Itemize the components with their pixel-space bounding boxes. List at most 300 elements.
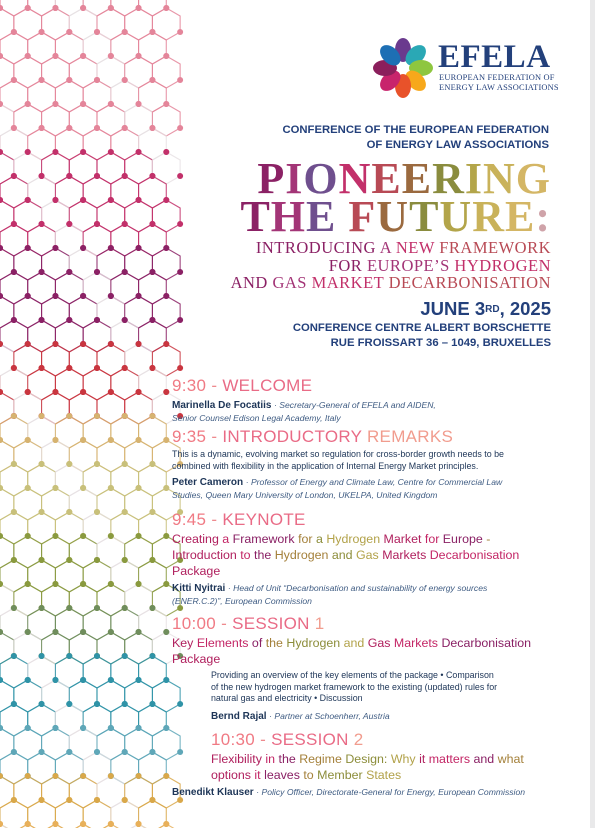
hexagon-cell bbox=[55, 272, 83, 304]
hexagon-cell bbox=[125, 536, 153, 568]
hexagon-cell bbox=[0, 776, 14, 808]
hexagon-cell bbox=[55, 32, 83, 64]
hexagon-node bbox=[108, 389, 114, 395]
hexagon-cell bbox=[42, 632, 70, 664]
hexagon-cell bbox=[0, 488, 14, 520]
hexagon-node bbox=[163, 245, 169, 251]
hexagon-cell bbox=[42, 680, 70, 712]
hexagon-cell bbox=[83, 272, 111, 304]
hexagon-cell bbox=[111, 800, 139, 828]
hexagon-node bbox=[66, 221, 72, 227]
hexagon-node bbox=[52, 245, 58, 251]
keynote-speaker: Kitti Nyitrai · Head of Unit “Decarbonisation and sustainability of energy sources (ENER.C.2)”, European Commission bbox=[172, 583, 488, 606]
hexagon-cell bbox=[14, 296, 42, 328]
hexagon-node bbox=[136, 437, 142, 443]
hexagon-node bbox=[39, 749, 45, 755]
hexagon-cell bbox=[125, 632, 153, 664]
hexagon-node bbox=[39, 77, 45, 83]
hexagon-cell bbox=[83, 752, 111, 784]
hexagon-cell bbox=[97, 392, 125, 424]
session1-speaker: Bernd Rajal · Partner at Schoenherr, Austria bbox=[211, 711, 390, 722]
hexagon-node bbox=[11, 509, 17, 515]
session2-speaker: Benedikt Klauser · Policy Officer, Directorate-General for Energy, European Commission bbox=[172, 787, 525, 798]
hexagon-node bbox=[163, 197, 169, 203]
hexagon-node bbox=[66, 365, 72, 371]
hexagon-node bbox=[163, 101, 169, 107]
hexagon-cell bbox=[111, 368, 139, 400]
hexagon-node bbox=[11, 413, 17, 419]
hexagon-cell bbox=[97, 776, 125, 808]
hexagon-cell bbox=[0, 80, 28, 112]
hexagon-node bbox=[39, 557, 45, 563]
hexagon-cell bbox=[111, 704, 139, 736]
hexagon-cell bbox=[97, 104, 125, 136]
hexagon-node bbox=[80, 149, 86, 155]
hexagon-node bbox=[25, 773, 31, 779]
hexagon-node bbox=[39, 701, 45, 707]
hexagon-node bbox=[163, 773, 169, 779]
hexagon-node bbox=[11, 317, 17, 323]
hexagon-node bbox=[108, 581, 114, 587]
hexagon-node bbox=[122, 509, 128, 515]
hexagon-node bbox=[11, 269, 17, 275]
hexagon-node bbox=[122, 797, 128, 803]
hexagon-node bbox=[177, 173, 183, 179]
hexagon-node bbox=[80, 53, 86, 59]
hexagon-node bbox=[122, 125, 128, 131]
hexagon-node bbox=[25, 101, 31, 107]
hexagon-cell bbox=[83, 320, 111, 352]
hexagon-node bbox=[149, 77, 155, 83]
hexagon-node bbox=[177, 701, 183, 707]
hexagon-node bbox=[94, 125, 100, 131]
hexagon-node bbox=[80, 437, 86, 443]
hexagon-node bbox=[80, 389, 86, 395]
hexagon-cell bbox=[139, 224, 167, 256]
hexagon-node bbox=[136, 245, 142, 251]
hexagon-cell bbox=[69, 152, 97, 184]
title-line-1: PIONEERING bbox=[257, 154, 551, 203]
hexagon-node bbox=[177, 269, 183, 275]
hexagon-cell bbox=[83, 368, 111, 400]
hexagon-cell bbox=[14, 392, 42, 424]
hexagon-node bbox=[136, 533, 142, 539]
hexagon-node bbox=[52, 101, 58, 107]
hexagon-node bbox=[66, 653, 72, 659]
hexagon-node bbox=[11, 557, 17, 563]
hexagon-node bbox=[149, 317, 155, 323]
hexagon-node bbox=[108, 485, 114, 491]
hexagon-node bbox=[136, 581, 142, 587]
hexagon-node bbox=[163, 389, 169, 395]
hexagon-cell bbox=[125, 104, 153, 136]
hexagon-node bbox=[122, 749, 128, 755]
hexagon-node bbox=[149, 221, 155, 227]
hexagon-cell bbox=[55, 320, 83, 352]
hexagon-cell bbox=[83, 608, 111, 640]
hexagon-cell bbox=[83, 512, 111, 544]
hexagon-node bbox=[94, 77, 100, 83]
subtitle-line-3: AND GAS MARKET DECARBONISATION bbox=[230, 273, 551, 292]
hexagon-node bbox=[163, 341, 169, 347]
hexagon-cell bbox=[0, 0, 28, 16]
hexagon-cell bbox=[111, 224, 139, 256]
hexagon-node bbox=[80, 293, 86, 299]
hexagon-cell bbox=[139, 272, 167, 304]
hexagon-cell bbox=[139, 800, 167, 828]
hexagon-node bbox=[25, 341, 31, 347]
hexagon-cell bbox=[125, 200, 153, 232]
hexagon-cell bbox=[139, 608, 167, 640]
hexagon-node bbox=[80, 533, 86, 539]
hexagon-cell bbox=[152, 248, 180, 280]
hexagon-node bbox=[149, 173, 155, 179]
hexagon-cell bbox=[97, 8, 125, 40]
hexagon-cell bbox=[69, 776, 97, 808]
hexagon-node bbox=[136, 5, 142, 11]
hexagon-cell bbox=[14, 680, 42, 712]
hexagon-node bbox=[163, 149, 169, 155]
hexagon-node bbox=[108, 197, 114, 203]
hexagon-node bbox=[80, 821, 86, 827]
hexagon-cell bbox=[139, 80, 167, 112]
hexagon-node bbox=[39, 797, 45, 803]
hexagon-cell bbox=[111, 80, 139, 112]
hexagon-cell bbox=[83, 656, 111, 688]
hexagon-cell bbox=[42, 248, 70, 280]
hexagon-node bbox=[25, 293, 31, 299]
hexagon-cell bbox=[125, 440, 153, 472]
hexagon-cell bbox=[0, 632, 14, 664]
hexagon-node bbox=[136, 197, 142, 203]
hexagon-node bbox=[136, 341, 142, 347]
hexagon-node bbox=[80, 581, 86, 587]
hexagon-cell bbox=[125, 296, 153, 328]
hexagon-cell bbox=[14, 728, 42, 760]
hexagon-cell bbox=[42, 200, 70, 232]
hexagon-node bbox=[149, 749, 155, 755]
hexagon-node bbox=[80, 677, 86, 683]
hexagon-cell bbox=[28, 0, 56, 16]
session1-talk-line-1: Key Elements of the Hydrogen and Gas Markets Decarbonisation bbox=[172, 636, 531, 650]
hexagon-cell bbox=[69, 440, 97, 472]
hexagon-node bbox=[52, 581, 58, 587]
hexagon-node bbox=[11, 653, 17, 659]
hexagon-node bbox=[39, 461, 45, 467]
hexagon-node bbox=[66, 605, 72, 611]
hexagon-node bbox=[94, 605, 100, 611]
hexagon-cell bbox=[0, 752, 28, 784]
hexagon-cell bbox=[14, 776, 42, 808]
hexagon-cell bbox=[28, 800, 56, 828]
hexagon-node bbox=[177, 317, 183, 323]
logo-name: EFELA bbox=[438, 39, 551, 75]
hexagon-node bbox=[52, 677, 58, 683]
hexagon-cell bbox=[55, 560, 83, 592]
hexagon-node bbox=[52, 341, 58, 347]
hexagon-node bbox=[25, 389, 31, 395]
hexagon-node bbox=[25, 533, 31, 539]
hexagon-cell bbox=[97, 728, 125, 760]
hexagon-cell bbox=[28, 368, 56, 400]
hexagon-node bbox=[149, 125, 155, 131]
hexagon-cell bbox=[0, 704, 28, 736]
hexagon-node bbox=[66, 461, 72, 467]
welcome-heading: 9:30 - WELCOME bbox=[172, 376, 313, 395]
hexagon-node bbox=[25, 485, 31, 491]
subtitle-line-1: INTRODUCING A NEW FRAMEWORK bbox=[255, 238, 551, 257]
hexagon-node bbox=[80, 341, 86, 347]
hexagon-network-decoration bbox=[0, 0, 200, 828]
hexagon-cell bbox=[55, 128, 83, 160]
hexagon-cell bbox=[69, 488, 97, 520]
hexagon-node bbox=[108, 533, 114, 539]
hexagon-cell bbox=[152, 680, 180, 712]
hexagon-node bbox=[11, 749, 17, 755]
event-venue: CONFERENCE CENTRE ALBERT BORSCHETTE RUE FROISSART 36 – 1049, BRUXELLES bbox=[292, 322, 551, 349]
hexagon-node bbox=[52, 197, 58, 203]
hexagon-node bbox=[122, 653, 128, 659]
hexagon-cell bbox=[125, 248, 153, 280]
hexagon-node bbox=[136, 773, 142, 779]
hexagon-node bbox=[108, 5, 114, 11]
hexagon-cell bbox=[139, 560, 167, 592]
hexagon-node bbox=[122, 461, 128, 467]
hexagon-cell bbox=[83, 560, 111, 592]
hexagon-cell bbox=[139, 32, 167, 64]
page-subtitle bbox=[231, 239, 551, 292]
hexagon-cell bbox=[139, 368, 167, 400]
hexagon-cell bbox=[97, 152, 125, 184]
page-edge bbox=[590, 0, 595, 828]
hexagon-cell bbox=[55, 800, 83, 828]
intro-speaker: Peter Cameron · Professor of Energy and Climate Law, Centre for Commercial Law Studies, Queen Mary University of London, UKELPA, United Kingdom bbox=[172, 477, 503, 500]
hexagon-node bbox=[39, 653, 45, 659]
hexagon-cell bbox=[0, 584, 14, 616]
hexagon-cell bbox=[97, 344, 125, 376]
hexagon-cell bbox=[97, 200, 125, 232]
hexagon-node bbox=[108, 629, 114, 635]
hexagon-cell bbox=[28, 416, 56, 448]
hexagon-node bbox=[177, 221, 183, 227]
hexagon-node bbox=[11, 221, 17, 227]
hexagon-cell bbox=[139, 464, 167, 496]
hexagon-cell bbox=[152, 56, 180, 88]
hexagon-node bbox=[52, 149, 58, 155]
hexagon-node bbox=[39, 413, 45, 419]
hexagon-node bbox=[25, 725, 31, 731]
hexagon-node bbox=[163, 629, 169, 635]
hexagon-node bbox=[163, 5, 169, 11]
hexagon-cell bbox=[111, 176, 139, 208]
hexagon-node bbox=[94, 317, 100, 323]
hexagon-cell bbox=[0, 296, 14, 328]
hexagon-cell bbox=[83, 80, 111, 112]
hexagon-cell bbox=[69, 248, 97, 280]
hexagon-cell bbox=[0, 128, 28, 160]
hexagon-node bbox=[108, 341, 114, 347]
hexagon-cell bbox=[139, 0, 167, 16]
hexagon-node bbox=[122, 269, 128, 275]
hexagon-cell bbox=[14, 344, 42, 376]
hexagon-node bbox=[163, 821, 169, 827]
hexagon-node bbox=[66, 77, 72, 83]
hexagon-cell bbox=[152, 344, 180, 376]
hexagon-node bbox=[94, 29, 100, 35]
hexagon-cell bbox=[111, 32, 139, 64]
hexagon-cell bbox=[125, 344, 153, 376]
hexagon-node bbox=[25, 53, 31, 59]
hexagon-cell bbox=[139, 416, 167, 448]
hexagon-node bbox=[94, 461, 100, 467]
hexagon-node bbox=[25, 197, 31, 203]
keynote-talk-line-3: Package bbox=[172, 564, 221, 578]
hexagon-node bbox=[149, 413, 155, 419]
hexagon-node bbox=[177, 365, 183, 371]
hexagon-node bbox=[52, 5, 58, 11]
hexagon-cell bbox=[111, 320, 139, 352]
hexagon-node bbox=[66, 29, 72, 35]
hexagon-cell bbox=[125, 152, 153, 184]
hexagon-cell bbox=[14, 152, 42, 184]
hexagon-cell bbox=[0, 56, 14, 88]
hexagon-cell bbox=[69, 104, 97, 136]
hexagon-cell bbox=[0, 368, 28, 400]
hexagon-node bbox=[52, 629, 58, 635]
hexagon-cell bbox=[42, 728, 70, 760]
welcome-speaker: Marinella De Focatiis · Secretary-General of EFELA and AIDEN, Senior Counsel Edison Legal Academy, Italy bbox=[172, 400, 436, 423]
hexagon-cell bbox=[69, 392, 97, 424]
hexagon-node bbox=[122, 557, 128, 563]
hexagon-cell bbox=[97, 680, 125, 712]
hexagon-node bbox=[39, 173, 45, 179]
hexagon-node bbox=[163, 677, 169, 683]
hexagon-cell bbox=[28, 80, 56, 112]
hexagon-node bbox=[149, 605, 155, 611]
hexagon-node bbox=[149, 797, 155, 803]
hexagon-node bbox=[136, 821, 142, 827]
hexagon-cell bbox=[125, 776, 153, 808]
hexagon-cell bbox=[0, 680, 14, 712]
session1-talk-line-2: Package bbox=[172, 652, 221, 666]
hexagon-node bbox=[66, 269, 72, 275]
hexagon-node bbox=[39, 29, 45, 35]
hexagon-cell bbox=[125, 56, 153, 88]
hexagon-cell bbox=[0, 152, 14, 184]
hexagon-cell bbox=[97, 632, 125, 664]
hexagon-cell bbox=[111, 128, 139, 160]
hexagon-node bbox=[11, 701, 17, 707]
hexagon-cell bbox=[42, 8, 70, 40]
hexagon-node bbox=[163, 293, 169, 299]
hexagon-node bbox=[163, 485, 169, 491]
session2-heading: 10:30 - SESSION 2 bbox=[211, 730, 364, 749]
hexagon-cell bbox=[0, 728, 14, 760]
hexagon-node bbox=[108, 773, 114, 779]
hexagon-cell bbox=[28, 512, 56, 544]
hexagon-cell bbox=[0, 8, 14, 40]
hexagon-cell bbox=[42, 536, 70, 568]
hexagon-node bbox=[136, 485, 142, 491]
hexagon-node bbox=[52, 389, 58, 395]
hexagon-node bbox=[108, 725, 114, 731]
hexagon-cell bbox=[42, 776, 70, 808]
hexagon-node bbox=[52, 725, 58, 731]
hexagon-node bbox=[108, 821, 114, 827]
hexagon-node bbox=[66, 797, 72, 803]
hexagon-node bbox=[66, 317, 72, 323]
hexagon-node bbox=[122, 29, 128, 35]
hexagon-cell bbox=[152, 152, 180, 184]
hexagon-node bbox=[39, 269, 45, 275]
hexagon-node bbox=[94, 557, 100, 563]
hexagon-cell bbox=[14, 56, 42, 88]
hexagon-node bbox=[94, 653, 100, 659]
hexagon-cell bbox=[42, 392, 70, 424]
session1-heading: 10:00 - SESSION 1 bbox=[172, 614, 325, 633]
hexagon-cell bbox=[0, 512, 28, 544]
hexagon-cell bbox=[152, 728, 180, 760]
hexagon-cell bbox=[14, 440, 42, 472]
hexagon-cell bbox=[28, 32, 56, 64]
hexagon-node bbox=[94, 269, 100, 275]
hexagon-node bbox=[52, 485, 58, 491]
hexagon-node bbox=[11, 797, 17, 803]
hexagon-node bbox=[66, 173, 72, 179]
session2-talk-line-2: options it leaves to Member States bbox=[211, 768, 402, 782]
hexagon-cell bbox=[14, 104, 42, 136]
hexagon-node bbox=[25, 677, 31, 683]
hexagon-cell bbox=[97, 488, 125, 520]
hexagon-cell bbox=[14, 584, 42, 616]
hexagon-node bbox=[136, 101, 142, 107]
hexagon-cell bbox=[97, 56, 125, 88]
hexagon-node bbox=[11, 365, 17, 371]
hexagon-node bbox=[94, 509, 100, 515]
hexagon-cell bbox=[28, 560, 56, 592]
hexagon-cell bbox=[55, 464, 83, 496]
hexagon-cell bbox=[111, 272, 139, 304]
hexagon-cell bbox=[97, 536, 125, 568]
hexagon-node bbox=[122, 701, 128, 707]
hexagon-cell bbox=[139, 752, 167, 784]
hexagon-node bbox=[39, 221, 45, 227]
hexagon-cell bbox=[152, 8, 180, 40]
hexagon-cell bbox=[0, 248, 14, 280]
hexagon-node bbox=[52, 53, 58, 59]
hexagon-node bbox=[108, 245, 114, 251]
hexagon-node bbox=[122, 413, 128, 419]
hexagon-node bbox=[149, 365, 155, 371]
hexagon-cell bbox=[28, 320, 56, 352]
hexagon-cell bbox=[97, 440, 125, 472]
hexagon-cell bbox=[83, 32, 111, 64]
hexagon-node bbox=[108, 53, 114, 59]
hexagon-node bbox=[122, 365, 128, 371]
hexagon-cell bbox=[152, 104, 180, 136]
hexagon-cell bbox=[28, 176, 56, 208]
hexagon-node bbox=[163, 581, 169, 587]
hexagon-node bbox=[80, 197, 86, 203]
keynote-talk-line-1: Creating a Framework for a Hydrogen Market for Europe - bbox=[172, 532, 491, 546]
hexagon-node bbox=[94, 413, 100, 419]
hexagon-cell bbox=[125, 392, 153, 424]
hexagon-node bbox=[136, 725, 142, 731]
hexagon-node bbox=[94, 365, 100, 371]
hexagon-node bbox=[80, 629, 86, 635]
hexagon-cell bbox=[125, 8, 153, 40]
hexagon-node bbox=[149, 269, 155, 275]
